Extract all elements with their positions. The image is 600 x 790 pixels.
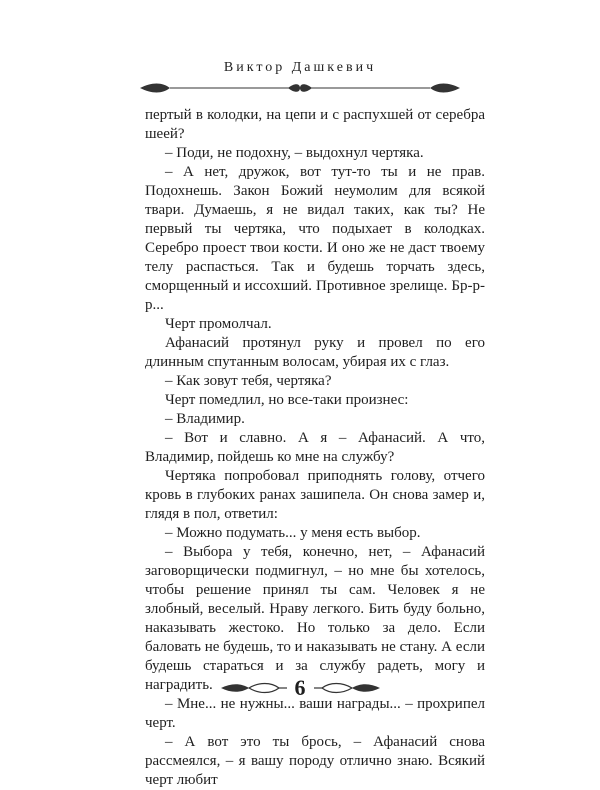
- paragraph: – Владимир.: [165, 411, 245, 427]
- page-number: 6: [294, 675, 306, 700]
- paragraph: – А вот это ты брось, – Афанасий снова рассмеялся, – я вашу породу отлично знаю. Всякий черт любит: [145, 734, 485, 788]
- paragraph: – Вот и славно. А я – Афанасий. А что, Владимир, пойдешь ко мне на службу?: [145, 430, 485, 465]
- paragraph: – Поди, не подохну, – выдохнул чертяка.: [165, 145, 424, 161]
- paragraph: Чертяка попробовал приподнять голову, отчего кровь в глубоких ранах зашипела. Он снова замер и, глядя в пол, ответил:: [145, 468, 485, 522]
- paragraph: Черт промолчал.: [165, 316, 272, 332]
- paragraph: пертый в колодки, на цепи и с распухшей от серебра шеей?: [145, 107, 485, 142]
- footer-ornament-right: [312, 681, 382, 695]
- running-header-author: Виктор Дашкевич: [223, 60, 377, 75]
- paragraph: – Мне... не нужны... ваши награды... – прохрипел черт.: [145, 696, 485, 731]
- header-ornament-rule: [138, 80, 462, 96]
- paragraph: – Как зовут тебя, чертяка?: [165, 373, 332, 389]
- paragraph: – Можно подумать... у меня есть выбор.: [165, 525, 421, 541]
- footer-ornament-left: [219, 681, 289, 695]
- paragraph: Афанасий протянул руку и провел по его длинным спутанным волосам, убирая их с глаз.: [145, 335, 485, 370]
- paragraph: – А нет, дружок, вот тут-то ты и не прав. Подохнешь. Закон Божий неумолим для всякой твари. Думаешь, я не видал таких, как ты? Не первый ты чертяка, что подыхает в колодках. Серебро проест твои кости. И оно же не даст твоему телу распасться. Так и будешь торчать здесь, сморщенный и иссохший. Противное зрелище. Бр-р-р...: [145, 164, 485, 313]
- paragraph: Черт помедлил, но все-таки произнес:: [165, 392, 409, 408]
- paragraph: – Выбора у тебя, конечно, нет, – Афанасий заговорщически подмигнул, – но мне бы хотелось, чтобы решение принял ты сам. Человек я не злобный, веселый. Нраву легкого. Бить буду больно, наказывать жестоко. Но только за дело. Если баловать не будешь, то и наказывать не стану. А если будешь стараться и за службу радеть, могу и наградить.: [145, 544, 485, 693]
- page-footer: [0, 676, 600, 700]
